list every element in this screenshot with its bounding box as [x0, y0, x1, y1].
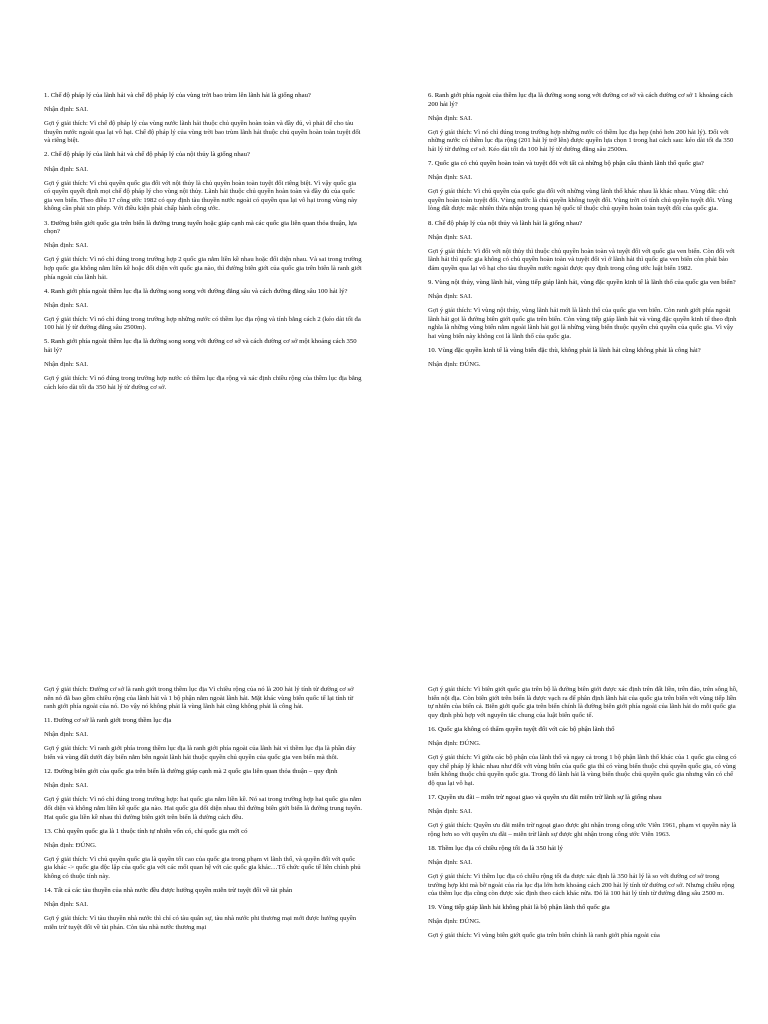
document-page-4	[384, 512, 768, 1024]
explanation-text: Gợi ý giải thích: Vì chế độ pháp lý của vùng nước lãnh hải thuộc chủ quyền hoàn toàn và đầy đủ, vì phải để cho tàu thuyền nước ngoài qua lại vô hại. Chế độ pháp lý của vùng trời bao trùm lãnh hải thuộc chủ quyền hoàn toàn tuyệt đối và riêng biệt.	[44, 120, 361, 145]
explanation-text: Gợi ý giải thích: Vì nó chỉ đúng trong trường hợp những nước có thềm lục địa rộng và tính bằng cách 2 (kéo dài tối đa 100 hải lý từ đường đẳng sâu 2500m).	[44, 315, 361, 332]
verdict-text: Nhận định: SAI.	[44, 731, 89, 739]
verdict-text: Nhận định: SAI.	[428, 808, 473, 816]
explanation-text: Gợi ý giải thích: Vì biên giới quốc gia trên bộ là đường biên giới được xác định trên đất liền, trên đảo, trên sông hồ, biển nội địa. Còn biên giới trên biển là được vạch ra để phân định lãnh hải của quốc gia trên biển với vùng tiếp liền tự nhiên của biển cả. Biên giới quốc gia trên biển chính là đường biên giới phía ngoài của lãnh hải do mỗi quốc gia quy định phù hợp với nguyên tắc chung của luật biển quốc tế.	[428, 686, 738, 719]
verdict-text: Nhận định: SAI.	[44, 782, 89, 790]
page-text-column	[0, 512, 384, 932]
question-text: 16. Quốc gia không có thẩm quyền tuyệt đối với các bộ phận lãnh thổ	[428, 725, 615, 733]
page-text-column	[384, 0, 768, 370]
question-text: 11. Đường cơ sở là ranh giới trong thềm lục địa	[44, 717, 172, 725]
explanation-text: Gợi ý giải thích: Vì chủ quyền quốc gia là quyền tối cao của quốc gia trong phạm vi lãnh thổ, và quyền đối với quốc gia khác -> quốc gia độc lập của quốc gia với các mối quan hệ với các quốc gia khác…Tổ chức quốc tế liên chính phủ không có thuộc tính này.	[44, 855, 361, 880]
question-text: 10. Vùng đặc quyền kinh tế là vùng biển đặc thù, không phải là lãnh hải cũng không phải là công hải?	[428, 347, 701, 355]
explanation-text: Gợi ý giải thích: Vì chủ quyền của quốc gia đối với những vùng lãnh thổ khác nhau là khác nhau. Vùng đất: chủ quyền hoàn toàn tuyệt đối. Vùng nước là chủ quyền không tuyệt đối. Vùng trời có tính chủ quyền tuyệt đối. Vùng lòng đất được mặc nhiên thừa nhận trong quan hệ quốc tế thuộc chủ quyền hoàn toàn tuyệt đối của quốc gia.	[428, 188, 733, 213]
verdict-text: Nhận định: ĐÚNG.	[428, 739, 481, 747]
question-text: 8. Chế độ pháp lý của nội thủy và lãnh hải là giống nhau?	[428, 219, 583, 227]
verdict-text: Nhận định: SAI.	[428, 233, 473, 241]
verdict-text: Nhận định: SAI.	[428, 114, 473, 122]
verdict-text: Nhận định: SAI.	[44, 301, 89, 309]
document-page-2	[384, 0, 768, 512]
question-text: 1. Chế độ pháp lý của lãnh hải và chế độ pháp lý của vùng trời bao trùm lên lãnh hải là giống nhau?	[44, 92, 311, 99]
explanation-text: Gợi ý giải thích: Vì chủ quyền quốc gia đối với nội thủy là chủ quyền hoàn toàn tuyệt đối riêng biệt. Vì vậy quốc gia có quyền quyết định mọi chế độ pháp lý cho vùng nội thủy. Lãnh hải thuộc chủ quyền hoàn toàn và đầy đủ của quốc gia ven biển. Theo điều 17 công ước 1982 có quy định tàu thuyền nước ngoài có quyền qua lại vô hại trong vùng này không cần phải xin phép. Với điều kiện phải chấp hành công ước.	[44, 179, 358, 213]
explanation-text: Gợi ý giải thích: Vì ranh giới phía trong thềm lục địa là ranh giới phía ngoài của lãnh hải vì thềm lục địa là phần đáy biển và vùng đất dưới đáy biển nằm bên ngoài lãnh hải thuộc quyền chủ quyền của quốc gia ven biển mà thôi.	[44, 745, 356, 762]
question-text: 9. Vùng nội thủy, vùng lãnh hải, vùng tiếp giáp lãnh hải, vùng đặc quyền kinh tế là lãnh thổ của quốc gia ven biển?	[428, 279, 736, 286]
document-page-1	[0, 0, 384, 512]
verdict-text: Nhận định: SAI.	[44, 361, 89, 369]
question-text: 12. Đường biên giới của quốc gia trên biển là đường giáp cạnh mà 2 quốc gia liên quan thỏa thuận – quy định	[44, 768, 338, 776]
verdict-text: Nhận định: ĐÚNG.	[428, 361, 481, 369]
verdict-text: Nhận định: ĐÚNG.	[428, 918, 481, 926]
explanation-text: Gợi ý giải thích: Vì nó chỉ đúng trong trường hợp: hai quốc gia nằm liền kề. Nó sai trong trường hợp hai quốc gia nằm đối diện và không nằm liền kề quốc gia nào. Hai quốc gia đối diện nhau thì đường biên giới biển là đường trung tuyến. Hai quốc gia liền kề nhau thì đường biên giới trên biển là đường cách đều.	[44, 796, 362, 821]
explanation-text: Gợi ý giải thích: Vì thềm lục địa có chiều rộng tối đa được xác định là 350 hải lý là so với đường cơ sở trong trường hợp khi mà bờ ngoài của rìa lục địa lớn hơn khoảng cách 200 hải lý tính từ đường cơ sở. Nhưng chiều rộng của thềm lục địa cũng còn được xác định theo cách khác nữa. Đó là 100 hải lý tính từ đường đẳng sâu 2500 m.	[428, 873, 735, 898]
verdict-text: Nhận định: SAI.	[428, 174, 473, 182]
verdict-text: Nhận định: SAI.	[44, 901, 89, 909]
explanation-text: Gợi ý giải thích: Vì vùng biên giới quốc gia trên biển chính là ranh giới phía ngoài của	[428, 932, 660, 940]
question-text: 17. Quyền ưu đãi – miễn trừ ngoại giao và quyền ưu đãi miễn trừ lãnh sự là giống nhau	[428, 793, 662, 801]
question-text: 6. Ranh giới phía ngoài của thềm lục địa là đường song song với đường cơ sở và cách đường cơ sở 1 khoảng cách 200 hải lý?	[428, 92, 733, 108]
explanation-text: Gợi ý giải thích: Vì đối với nội thủy thì thuộc chủ quyền hoàn toàn và tuyệt đối với quốc gia ven biển. Còn đối với lãnh hải thì quốc gia không có chủ quyền hoàn toàn và tuyệt đối vì ở lãnh hải thì quốc gia ven biển còn phải bảo đảm quyền qua lại vô hại cho tàu thuyền nước ngoài được quy định trong công ước luật biển 1982.	[428, 247, 735, 272]
question-text: 19. Vùng tiếp giáp lãnh hải không phải là bộ phận lãnh thổ quốc gia	[428, 904, 610, 912]
explanation-text: Gợi ý giải thích: Đường cơ sở là ranh giới trong thềm lục địa Vì chiều rộng của nó là 200 hải lý tính từ đường cơ sở nên nó đã bao gồm chiều rộng của lãnh hải và 1 bộ phận nằm ngoài lãnh hải. Mặt khác vùng biển quốc tế lại tính từ ranh giới phía ngoài của nó. Do vậy nó không phải là vùng lãnh hải cũng không phải là công hải.	[44, 686, 354, 711]
explanation-text: Gợi ý giải thích: Vì vùng nội thủy, vùng lãnh hải mới là lãnh thổ của quốc gia ven biển. Còn ranh giới phía ngoài lãnh hải gọi là đường biên giới quốc gia trên biển. Còn vùng tiếp giáp lãnh hải và vùng đặc quyền kinh tế theo định nghĩa là những vùng biển nằm ngoài lãnh hải gọi là những vùng biển thuộc quyền chủ quyền của quốc gia. Vì vậy hai vùng biển này không coi là lãnh thổ của quốc gia.	[428, 307, 737, 340]
explanation-text: Gợi ý giải thích: Quyền ưu đãi miễn trừ ngoại giao được ghi nhận trong công ước Viên 1961, phạm vi quyền này là rộng hơn so với quyền ưu đãi – miễn trừ lãnh sự được ghi nhận trong công ước Viên 1963.	[428, 822, 737, 838]
question-text: 5. Ranh giới phía ngoài thềm lục địa là đường song song với đường cơ sở và cách đường cơ sở một khoảng cách 350 hải lý?	[44, 338, 357, 355]
verdict-text: Nhận định: SAI.	[428, 293, 473, 301]
question-text: 2. Chế độ pháp lý của lãnh hải và chế độ pháp lý của nội thủy là giống nhau?	[44, 151, 250, 159]
question-text: 3. Đường biên giới quốc gia trên biển là đường trung tuyến hoặc giáp cạnh mà các quốc gia liên quan thỏa thuận, lựa chọn?	[44, 219, 357, 236]
explanation-text: Gợi ý giải thích: Vì tàu thuyền nhà nước thì chỉ có tàu quân sự, tàu nhà nước phi thương mại mới được hưởng quyền miễn trừ tuyệt đối về tài phán. Còn tàu nhà nước thương mại	[44, 915, 357, 931]
question-text: 14. Tất cả các tàu thuyền của nhà nước đều được hưởng quyền miễn trừ tuyệt đối về tài phán	[44, 887, 293, 895]
question-text: 4. Ranh giới phía ngoài thềm lục địa là đường song song với đường đẳng sâu và cách đường đẳng sâu 100 hải lý?	[44, 287, 348, 295]
verdict-text: Nhận định: ĐÚNG.	[44, 841, 97, 849]
page-text-column	[0, 0, 384, 392]
explanation-text: Gợi ý giải thích: Vì nó đúng trong trường hợp nước có thềm lục địa rộng và xác định chiều rộng của thềm lục địa bằng cách kéo dài tối đa 350 hải lý từ đường cơ sở.	[44, 375, 362, 391]
document-page-3	[0, 512, 384, 1024]
explanation-text: Gợi ý giải thích: Vì nó chỉ đúng trong trường hợp những nước có thềm lục địa hẹp (nhỏ hơn 200 hải lý). Đối với những nước có thềm lục địa rộng (201 hải lý trở lên) được quyền lựa chọn 1 trong hai cách sau: kéo dài tối đa 350 hải lý từ đường cơ sở. Kéo dài tối đa 100 hải lý từ đường đẳng sâu 2500m.	[428, 128, 734, 153]
verdict-text: Nhận định: SAI.	[44, 106, 89, 114]
explanation-text: Gợi ý giải thích: Vì giữa các bộ phận của lãnh thổ và ngay cả trong 1 bộ phận lãnh thổ khác của 1 quốc gia cũng có quy chế pháp lý khác nhau như đối với vùng biển của quốc gia thì có vùng biển thuộc chủ quyền quốc gia, có vùng biển không thuộc chủ quyền quốc gia. Trong đó lãnh hải là vùng biển thuộc chủ quyền quốc gia nhưng vẫn có chế độ qua lại vô hại.	[428, 754, 737, 787]
question-text: 7. Quốc gia có chủ quyền hoàn toàn và tuyệt đối với tất cả những bộ phận cấu thành lãnh thổ quốc gia?	[428, 160, 704, 168]
question-text: 18. Thềm lục địa có chiều rộng tối đa là 350 hải lý	[428, 844, 563, 852]
verdict-text: Nhận định: SAI.	[428, 858, 473, 866]
verdict-text: Nhận định: SAI.	[44, 242, 89, 250]
page-text-column	[384, 512, 768, 941]
explanation-text: Gợi ý giải thích: Vì nó chỉ đúng trong trường hợp 2 quốc gia nằm liền kề nhau hoặc đối diện nhau. Và sai trong trường hợp quốc gia không nằm liền kề hoặc đối diện với quốc gia nào, thì đường biên giới của quốc gia trên biển là ranh giới phía ngoài của lãnh hải.	[44, 256, 362, 281]
question-text: 13. Chủ quyền quốc gia là 1 thuộc tính tự nhiên vốn có, chỉ quốc gia mới có	[44, 827, 248, 835]
verdict-text: Nhận định: SAI.	[44, 165, 89, 173]
